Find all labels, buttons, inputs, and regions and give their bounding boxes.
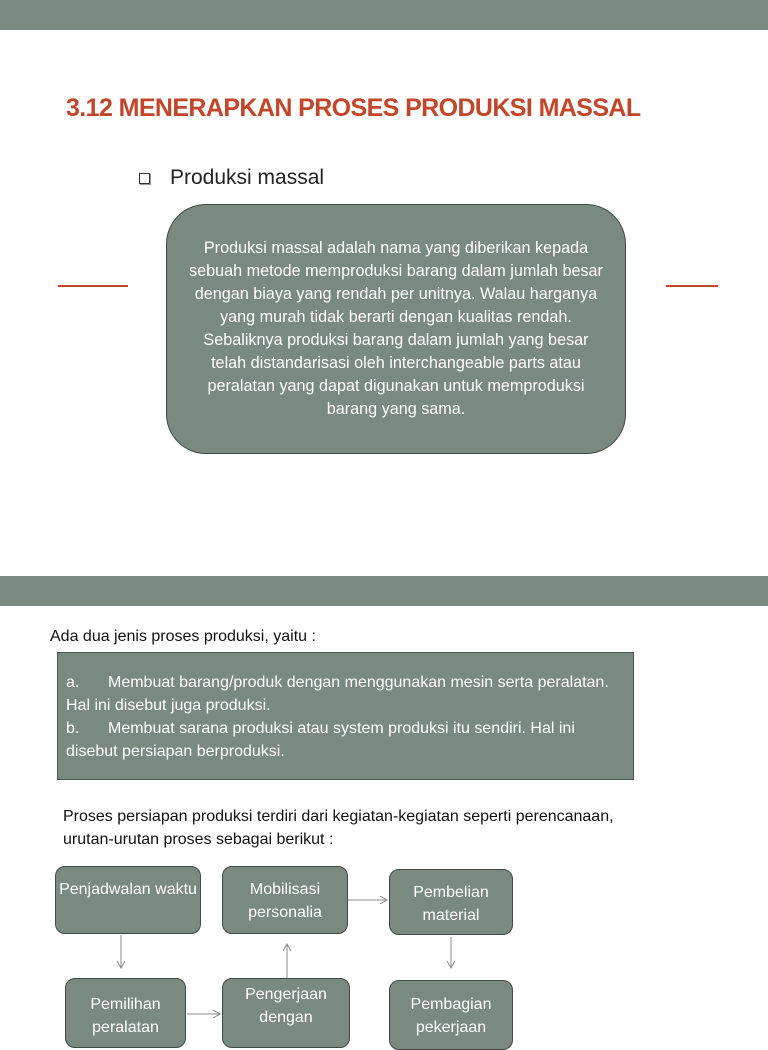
type-text: Membuat sarana produksi atau system produksi itu sendiri. Hal ini disebut persiapan berproduksi. — [66, 720, 575, 760]
type-letter: a. — [66, 674, 80, 691]
flow-box-pemilihan — [65, 978, 186, 1048]
flow-box-pembagian — [389, 980, 513, 1050]
type-letter: b. — [66, 720, 80, 737]
flow-box-pembelian — [389, 869, 513, 935]
flow-label: Penjadwalan waktu — [59, 881, 197, 898]
flow-box-pengerjaan — [222, 978, 350, 1048]
type-text: Membuat barang/produk dengan menggunakan mesin serta peralatan. Hal ini disebut juga produksi. — [66, 674, 609, 714]
flow-label: Pembagian pekerjaan — [410, 996, 492, 1036]
flow-label: Pengerjaan dengan — [245, 986, 327, 1026]
intro-text: Ada dua jenis proses produksi, yaitu : — [50, 628, 316, 645]
flow-box-mobilisasi — [222, 866, 348, 934]
definition-text: Produksi massal adalah nama yang diberikan kepada sebuah metode memproduksi barang dalam jumlah besar dengan biaya yang rendah per unitnya. Walau harganya yang murah tidak berarti dengan kualitas rendah. Sebaliknya produksi barang dalam jumlah yang besar telah distandarisasi oleh interchangeable parts atau peralatan yang dapat digunakan untuk memproduksi barang yang sama. — [189, 239, 603, 418]
flow-label: Pemilihan peralatan — [90, 996, 161, 1036]
flow-label: Mobilisasi personalia — [248, 881, 322, 921]
flow-box-penjadwalan — [55, 866, 201, 934]
flow-label: Pembelian material — [413, 884, 489, 924]
preparation-text: Proses persiapan produksi terdiri dari kegiatan-kegiatan seperti perencanaan, urutan-urutan proses sebagai berikut : — [63, 808, 614, 848]
bullet-label: Produksi massal — [170, 166, 325, 189]
slide-title: 3.12 MENERAPKAN PROSES PRODUKSI MASSAL — [66, 94, 641, 122]
